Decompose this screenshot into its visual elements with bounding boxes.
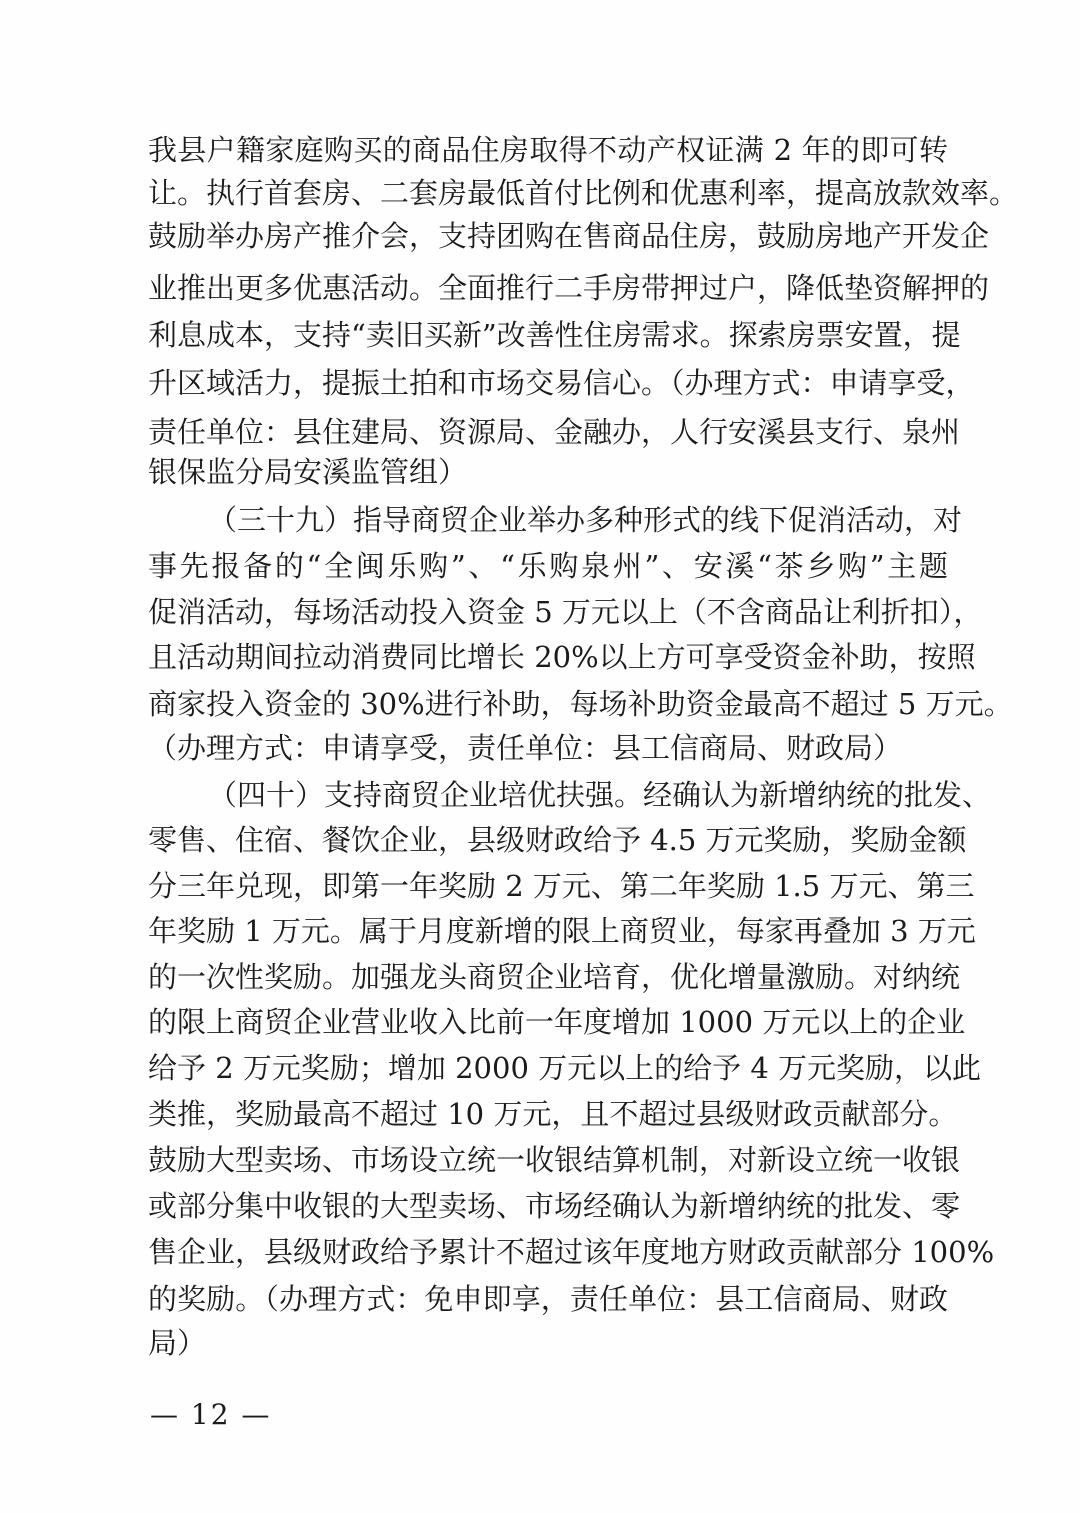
paragraph-line: （办理方式：申请享受，责任单位：县工信商局、财政局） [148,731,903,765]
paragraph-line: 的限上商贸企业营业收入比前一年度增加 1000 万元以上的企业 [148,1005,966,1039]
paragraph-line: 鼓励举办房产推介会，支持团购在售商品住房，鼓励房地产开发企 [148,219,990,253]
paragraph-line: 商家投入资金的 30%进行补助，每场补助资金最高不超过 5 万元。 [148,687,1013,721]
paragraph-line: 利息成本，支持“卖旧买新”改善性住房需求。探索房票安置，提 [148,318,961,352]
paragraph-line: 给予 2 万元奖励；增加 2000 万元以上的给予 4 万元奖励，以此 [148,1051,982,1085]
paragraph-line: 零售、住宿、餐饮企业，县级财政给予 4.5 万元奖励，奖励金额 [148,823,967,857]
paragraph-line: 促消活动，每场活动投入资金 5 万元以上（不含商品让利折扣）， [148,595,983,629]
paragraph-line: 年奖励 1 万元。属于月度新增的限上商贸业，每家再叠加 3 万元 [148,914,976,948]
paragraph-line: 银保监分局安溪监管组） [148,455,468,489]
paragraph-line: 分三年兑现，即第一年奖励 2 万元、第二年奖励 1.5 万元、第三 [148,869,975,903]
paragraph-line: 售企业，县级财政给予累计不超过该年度地方财政贡献部分 100% [148,1235,995,1269]
paragraph-line: （四十）支持商贸企业培优扶强。经确认为新增纳统的批发、 [208,778,992,812]
paragraph-line: 鼓励大型卖场、市场设立统一收银结算机制，对新设立统一收银 [148,1143,961,1177]
paragraph-line: 升区域活力，提振土拍和市场交易信心。（办理方式：申请享受， [148,366,975,400]
paragraph-line: （三十九）指导商贸企业举办多种形式的线下促消活动，对 [208,503,963,537]
paragraph-line: 事先报备的“全闽乐购”、“乐购泉州”、安溪“茶乡购”主题 [148,549,948,583]
paragraph-line: 让。执行首套房、二套房最低首付比例和优惠利率，提高放款效率。 [148,176,1019,210]
paragraph-line: 类推，奖励最高不超过 10 万元，且不超过县级财政贡献部分。 [148,1097,958,1131]
paragraph-line: 业推出更多优惠活动。全面推行二手房带押过户，降低垫资解押的 [148,271,990,305]
paragraph-line: 的奖励。（办理方式：免申即享，责任单位：县工信商局、财政 [148,1282,948,1316]
paragraph-line: 且活动期间拉动消费同比增长 20%以上方可享受资金补助，按照 [148,640,976,674]
paragraph-line: 我县户籍家庭购买的商品住房取得不动产权证满 2 年的即可转 [148,133,948,167]
paragraph-line: 责任单位：县住建局、资源局、金融办，人行安溪县支行、泉州 [148,415,961,449]
page-number: — 12 — [150,1398,272,1431]
paragraph-line: 局） [148,1326,207,1360]
paragraph-line: 的一次性奖励。加强龙头商贸企业培育，优化增量激励。对纳统 [148,960,961,994]
paragraph-line: 或部分集中收银的大型卖场、市场经确认为新增纳统的批发、零 [148,1189,961,1223]
